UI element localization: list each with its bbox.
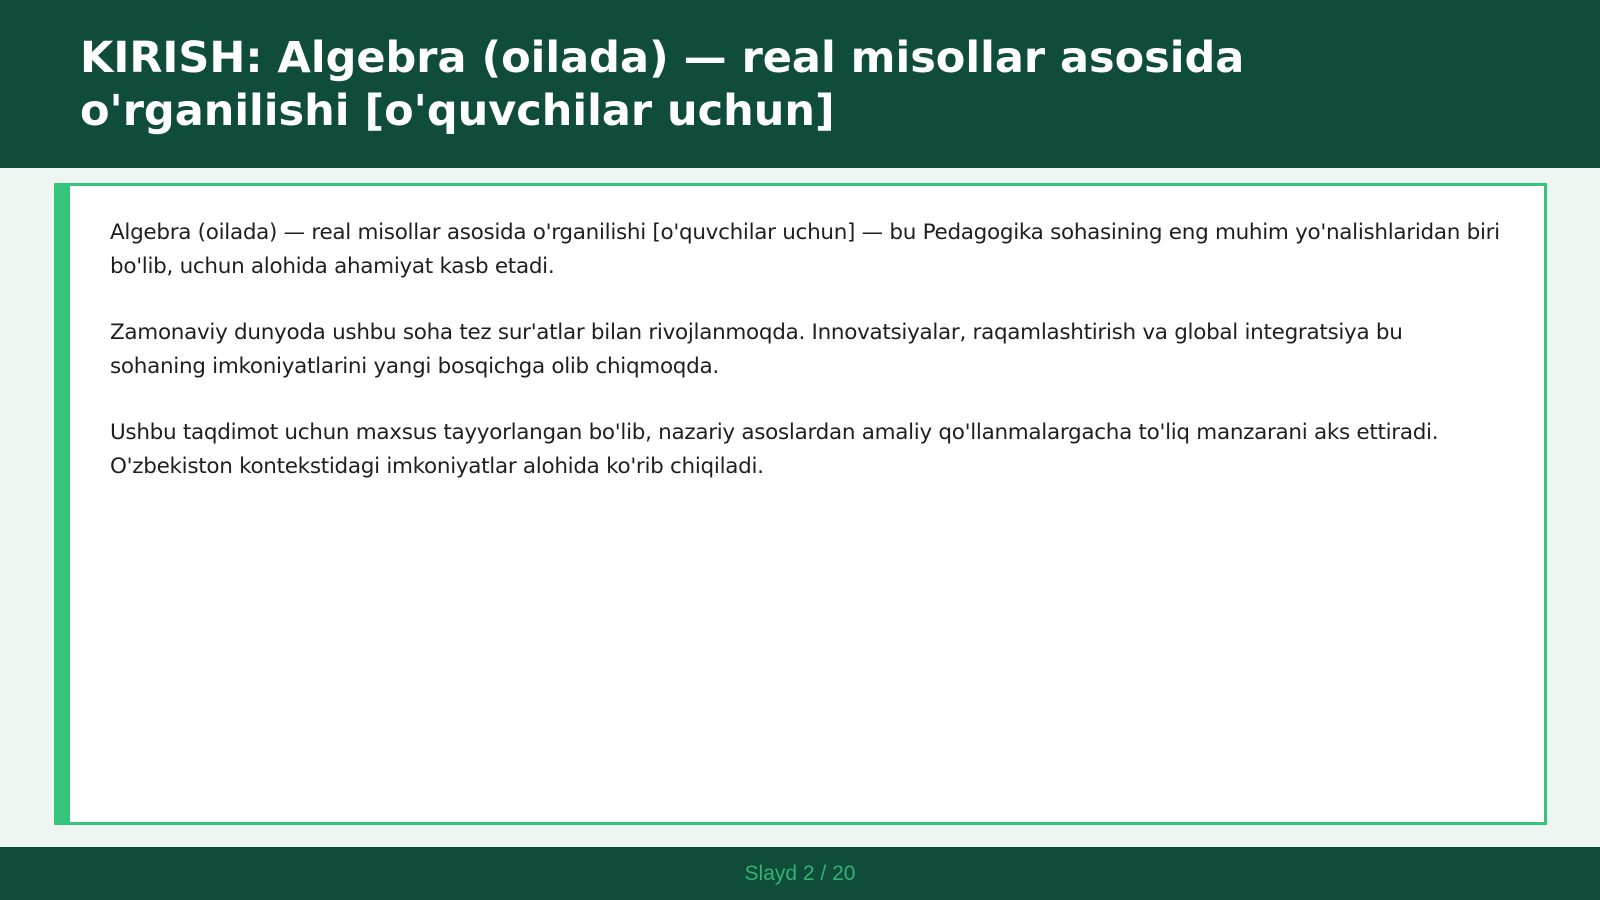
content-card [54, 183, 1547, 825]
presentation-scope-paragraph: Ushbu taqdimot uchun maxsus tayyorlangan bo'lib, nazariy asoslardan amaliy qo'llanmalargacha to'liq manzarani aks ettiradi. O'zbekiston kontekstidagi imkoniyatlar alohida ko'rib chiqiladi. [110, 420, 1439, 479]
slide-header [0, 0, 1600, 168]
modern-world-paragraph: Zamonaviy dunyoda ushbu soha tez sur'atlar bilan rivojlanmoqda. Innovatsiyalar, raqamlashtirish va global integratsiya bu sohaning imkoniyatlarini yangi bosqichga olib chiqmoqda. [110, 320, 1403, 379]
slide-title: KIRISH: Algebra (oilada) — real misollar asosida o'rganilishi [o'quvchilar uchun] [80, 33, 1245, 136]
slide-footer [0, 847, 1600, 900]
intro-paragraph: Algebra (oilada) — real misollar asosida o'rganilishi [o'quvchilar uchun] — bu Pedagogika sohasining eng muhim yo'nalishlaridan biri bo'lib, uchun alohida ahamiyat kasb etadi. [110, 220, 1500, 279]
slide-counter: Slayd 2 / 20 [744, 861, 856, 885]
